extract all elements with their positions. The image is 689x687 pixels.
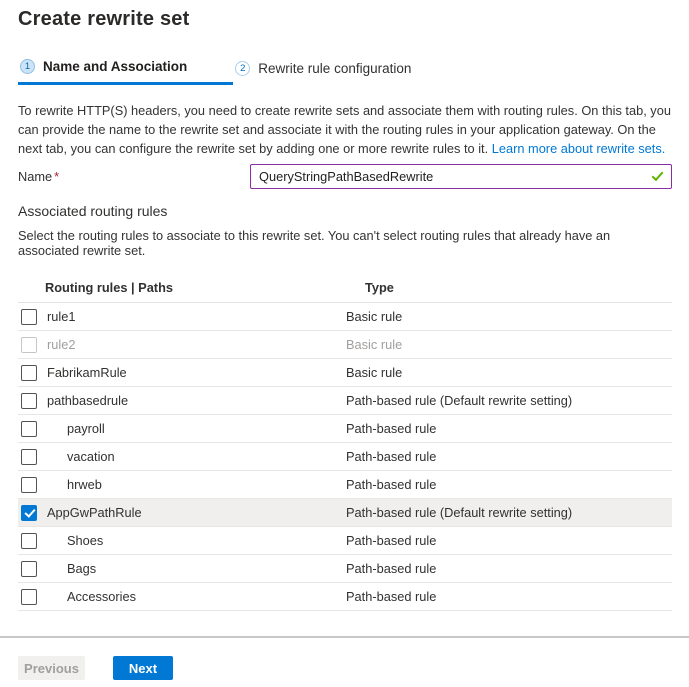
rule-name: hrweb [67,477,102,492]
rule-type: Path-based rule [346,589,437,604]
row-checkbox[interactable] [21,421,37,437]
page-title: Create rewrite set [18,8,190,30]
rule-type: Path-based rule [346,561,437,576]
row-checkbox[interactable] [21,561,37,577]
row-checkbox[interactable] [21,533,37,549]
rule-type: Path-based rule [346,421,437,436]
row-checkbox[interactable] [21,365,37,381]
rule-name: rule1 [47,309,76,324]
rule-name: vacation [67,449,115,464]
table-row[interactable] [18,443,672,471]
rule-name: payroll [67,421,105,436]
tab-rewrite-rule-configuration[interactable] [233,57,425,85]
intro-body: To rewrite HTTP(S) headers, you need to create rewrite sets and associate them with routing rules. On this tab, you can provide the name to the rewrite set and associate it with the routing rules in your application gateway. On the next tab, you can configure the rewrite set by adding one or more rewrite rules to it. [18,103,671,156]
routing-rules-table [18,272,672,611]
row-checkbox [21,337,37,353]
rule-name: rule2 [47,337,76,352]
rule-name: FabrikamRule [47,365,127,380]
rule-type: Path-based rule (Default rewrite setting) [346,393,573,408]
rule-type: Path-based rule [346,449,437,464]
step-2-circle-icon: 2 [235,61,250,76]
name-input[interactable] [250,164,672,189]
intro-text [18,101,672,158]
table-row[interactable] [18,359,672,387]
name-label: Name * [18,169,60,184]
rule-type: Basic rule [346,337,403,352]
row-checkbox[interactable] [21,393,37,409]
table-header [18,272,672,303]
table-row [18,331,672,359]
footer-divider [0,636,689,638]
table-row[interactable] [18,583,672,611]
rule-name: Shoes [67,533,104,548]
rule-name: Accessories [67,589,136,604]
tab-label: Name and Association [43,59,188,74]
learn-more-link[interactable]: Learn more about rewrite sets. [491,141,666,156]
table-row[interactable] [18,527,672,555]
required-asterisk: * [54,169,60,184]
rule-type: Path-based rule [346,533,437,548]
row-checkbox[interactable] [21,477,37,493]
row-checkbox[interactable] [21,505,37,521]
rule-name: Bags [67,561,97,576]
rule-type: Basic rule [346,309,403,324]
name-input-wrap [250,164,672,189]
table-row[interactable] [18,471,672,499]
column-header-type: Type [365,279,394,295]
table-row[interactable] [18,499,672,527]
wizard-tabs [18,57,672,85]
routing-rules-description: Select the routing rules to associate to this rewrite set. You can't select routing rules that already have an associated rewrite set. [18,228,611,258]
table-row[interactable] [18,555,672,583]
rule-type: Path-based rule [346,477,437,492]
row-checkbox[interactable] [21,309,37,325]
row-checkbox[interactable] [21,589,37,605]
row-checkbox[interactable] [21,449,37,465]
rule-name: pathbasedrule [47,393,129,408]
tab-name-and-association[interactable] [18,57,233,85]
name-field-row [18,163,672,190]
table-row[interactable] [18,303,672,331]
step-1-circle-icon: 1 [20,59,35,74]
next-button[interactable]: Next [113,656,173,680]
table-body [18,303,672,611]
column-header-routing-rules: Routing rules | Paths [45,279,174,295]
footer [18,656,173,680]
rule-name: AppGwPathRule [47,505,142,520]
associated-routing-rules-heading: Associated routing rules [18,203,168,219]
table-row[interactable] [18,387,672,415]
tab-label: Rewrite rule configuration [258,60,412,76]
rule-type: Basic rule [346,365,403,380]
rule-type: Path-based rule (Default rewrite setting) [346,505,573,520]
table-row[interactable] [18,415,672,443]
previous-button: Previous [18,656,85,680]
